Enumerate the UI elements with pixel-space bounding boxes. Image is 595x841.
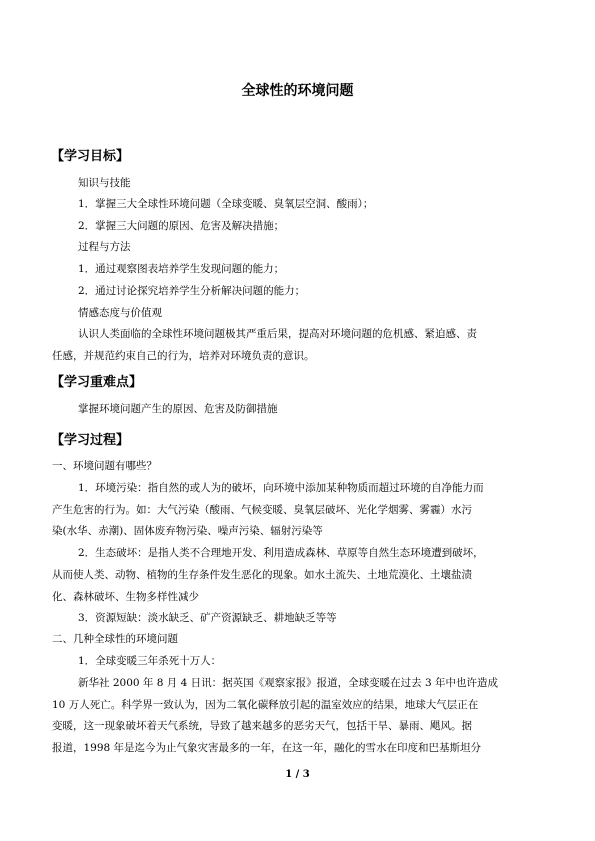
process-line: 变暖，这一现象破坏着天气系统，导致了越来越多的恶劣天气，包括干旱、暴雨、飓风。据 xyxy=(52,720,472,732)
objectives-line: 情感态度与价值观 xyxy=(78,307,162,319)
process-line: 化、森林破坏、生物多样性减少 xyxy=(52,591,199,603)
process-line: 2．生态破坏：是指人类不合理地开发、利用造成森林、草原等自然生态环境遭到破坏， xyxy=(78,547,484,559)
objectives-line: 1．通过观察图表培养学生发现问题的能力； xyxy=(78,263,285,275)
objectives-line: 1．掌握三大全球性环境问题（全球变暖、臭氧层空洞、酸雨）； xyxy=(78,198,374,210)
process-line: 一、环境问题有哪些？ xyxy=(52,460,157,472)
process-line: 新华社 2000 年 8 月 4 日讯：据英国《观察家报》报道，全球变暖在过去 3 年中也许造成 xyxy=(78,677,498,689)
process-line: 3．资源短缺：淡水缺乏、矿产资源缺乏、耕地缺乏等等 xyxy=(78,612,337,624)
key-points-heading: 【学习重难点】 xyxy=(51,375,143,390)
process-heading: 【学习过程】 xyxy=(51,433,130,448)
process-line: 产生危害的行为。如：大气污染（酸雨、气候变暖、臭氧层破坏、光化学烟雾、雾霾）水污 xyxy=(52,504,472,516)
objectives-line: 2．掌握三大问题的原因、危害及解决措施； xyxy=(78,220,285,232)
process-line: 染(水华、赤潮)、固体废弃物污染、噪声污染、辐射污染等 xyxy=(52,525,323,537)
objectives-line: 2．通过讨论探究培养学生分析解决问题的能力； xyxy=(78,285,306,297)
process-line: 10 万人死亡。科学界一致认为，因为二氧化碳释放引起的温室效应的结果，地球大气层正在 xyxy=(52,699,479,711)
page-number: 1 / 3 xyxy=(285,769,310,780)
objectives-line: 知识与技能 xyxy=(78,177,131,189)
process-line: 报道，1998 年是迄今为止气象灾害最多的一年，在这一年，融化的雪水在印度和巴基斯坦分 xyxy=(52,742,482,754)
process-line: 1．全球变暖三年杀死十万人： xyxy=(78,655,222,667)
key-points-line: 掌握环境问题产生的原因、危害及防御措施 xyxy=(78,403,278,415)
objectives-line: 任感，并规范约束自己的行为，培养对环境负责的意识。 xyxy=(52,350,315,362)
objectives-heading: 【学习目标】 xyxy=(51,149,130,164)
process-line: 二、几种全球性的环境问题 xyxy=(52,633,178,645)
objectives-line: 过程与方法 xyxy=(78,241,131,253)
page-title: 全球性的环境问题 xyxy=(241,83,354,99)
process-line: 从而使人类、动物、植物的生存条件发生恶化的现象。如水土流失、土地荒漠化、土壤盐渍 xyxy=(52,569,472,581)
process-line: 1．环境污染：指自然的或人为的破坏，向环境中添加某种物质而超过环境的自净能力而 xyxy=(78,482,484,494)
objectives-line: 认识人类面临的全球性环境问题极其严重后果，提高对环境问题的危机感、紧迫感、责 xyxy=(78,328,477,340)
